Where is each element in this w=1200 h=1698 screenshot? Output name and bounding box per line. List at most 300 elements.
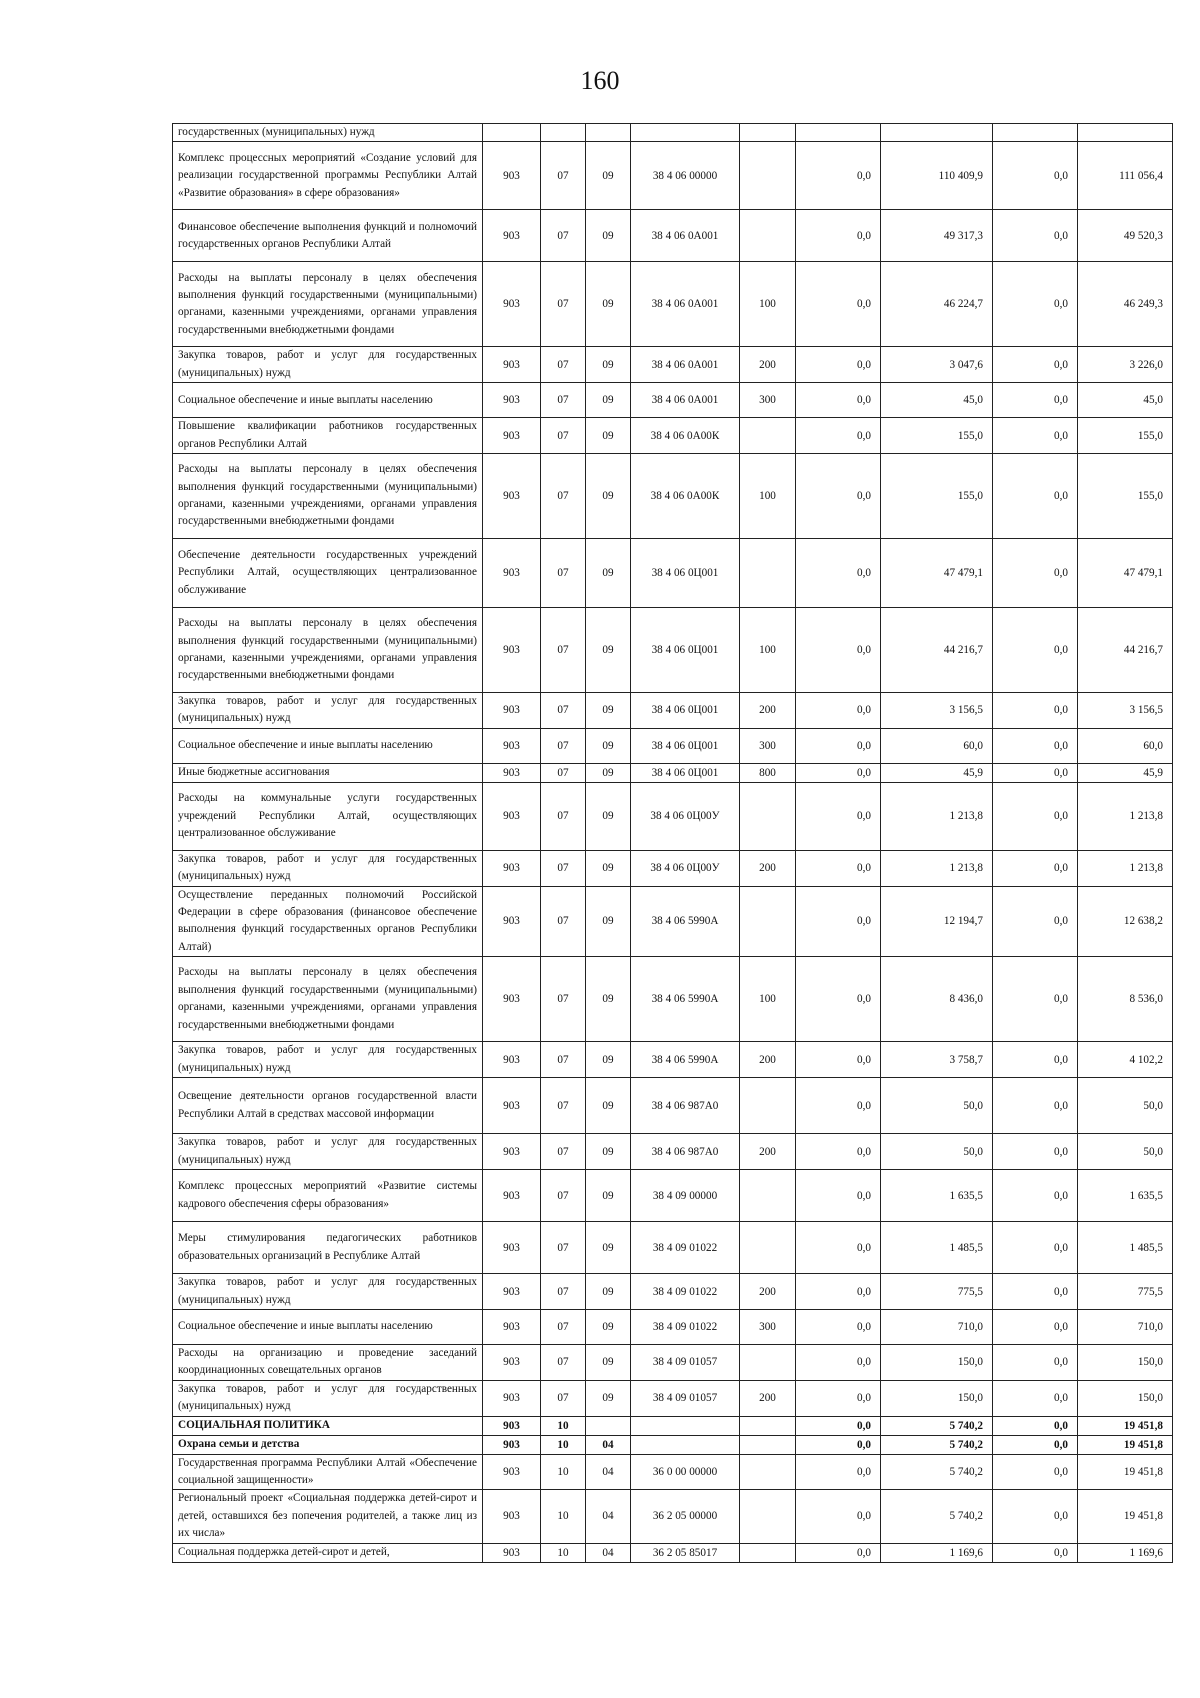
table-row bbox=[173, 142, 1173, 210]
cell-amount-2: 710,0 bbox=[881, 1309, 993, 1344]
cell-amount-3 bbox=[993, 124, 1078, 142]
cell-amount-1: 0,0 bbox=[796, 728, 881, 763]
cell-target-article: 38 4 09 01057 bbox=[631, 1344, 740, 1380]
cell-amount-1: 0,0 bbox=[796, 763, 881, 782]
cell-gov-code: 903 bbox=[483, 608, 541, 693]
cell-name: Обеспечение деятельности государственных учреждений Республики Алтай, осуществляющих централизованное обслуживание bbox=[173, 539, 483, 608]
table-row bbox=[173, 728, 1173, 763]
cell-gov-code: 903 bbox=[483, 454, 541, 539]
cell-amount-2: 8 436,0 bbox=[881, 957, 993, 1042]
table-row bbox=[173, 1078, 1173, 1134]
cell-subsection: 09 bbox=[586, 539, 631, 608]
table-row bbox=[173, 1543, 1173, 1562]
cell-amount-2: 1 635,5 bbox=[881, 1170, 993, 1222]
table-row bbox=[173, 1170, 1173, 1222]
cell-target-article: 38 4 09 01057 bbox=[631, 1380, 740, 1416]
table-row bbox=[173, 886, 1173, 957]
cell-amount-3: 0,0 bbox=[993, 454, 1078, 539]
cell-target-article: 38 4 06 0А001 bbox=[631, 383, 740, 418]
table-row bbox=[173, 124, 1173, 142]
cell-amount-1: 0,0 bbox=[796, 539, 881, 608]
table-row bbox=[173, 539, 1173, 608]
cell-gov-code: 903 bbox=[483, 1309, 541, 1344]
cell-amount-2: 1 213,8 bbox=[881, 850, 993, 886]
cell-amount-1: 0,0 bbox=[796, 210, 881, 262]
cell-name: Закупка товаров, работ и услуг для государственных (муниципальных) нужд bbox=[173, 1042, 483, 1078]
cell-amount-2: 3 156,5 bbox=[881, 693, 993, 729]
cell-amount-3: 0,0 bbox=[993, 1454, 1078, 1490]
cell-expense-type: 200 bbox=[740, 1134, 796, 1170]
cell-section: 07 bbox=[541, 383, 586, 418]
cell-expense-type bbox=[740, 1170, 796, 1222]
cell-section bbox=[541, 124, 586, 142]
cell-gov-code: 903 bbox=[483, 539, 541, 608]
cell-amount-3: 0,0 bbox=[993, 1134, 1078, 1170]
cell-amount-1: 0,0 bbox=[796, 347, 881, 383]
cell-amount-3: 0,0 bbox=[993, 1380, 1078, 1416]
cell-amount-2: 45,9 bbox=[881, 763, 993, 782]
cell-amount-3: 0,0 bbox=[993, 383, 1078, 418]
cell-amount-1: 0,0 bbox=[796, 1543, 881, 1562]
cell-amount-2: 775,5 bbox=[881, 1274, 993, 1310]
cell-amount-4: 1 213,8 bbox=[1078, 782, 1173, 850]
cell-gov-code: 903 bbox=[483, 383, 541, 418]
cell-section: 07 bbox=[541, 886, 586, 957]
cell-expense-type bbox=[740, 1078, 796, 1134]
cell-gov-code: 903 bbox=[483, 1274, 541, 1310]
cell-amount-4: 47 479,1 bbox=[1078, 539, 1173, 608]
cell-amount-2: 50,0 bbox=[881, 1134, 993, 1170]
cell-amount-4: 155,0 bbox=[1078, 454, 1173, 539]
cell-gov-code: 903 bbox=[483, 886, 541, 957]
cell-amount-4: 50,0 bbox=[1078, 1078, 1173, 1134]
cell-gov-code: 903 bbox=[483, 142, 541, 210]
cell-gov-code: 903 bbox=[483, 262, 541, 347]
cell-section: 07 bbox=[541, 1222, 586, 1274]
cell-gov-code: 903 bbox=[483, 957, 541, 1042]
cell-subsection bbox=[586, 124, 631, 142]
cell-name: Закупка товаров, работ и услуг для государственных (муниципальных) нужд bbox=[173, 1380, 483, 1416]
cell-amount-1: 0,0 bbox=[796, 142, 881, 210]
cell-amount-4: 3 156,5 bbox=[1078, 693, 1173, 729]
cell-expense-type: 800 bbox=[740, 763, 796, 782]
cell-name: Меры стимулирования педагогических работников образовательных организаций в Республике Алтай bbox=[173, 1222, 483, 1274]
cell-amount-4: 8 536,0 bbox=[1078, 957, 1173, 1042]
cell-amount-1: 0,0 bbox=[796, 782, 881, 850]
cell-amount-3: 0,0 bbox=[993, 1490, 1078, 1543]
cell-amount-1: 0,0 bbox=[796, 1078, 881, 1134]
cell-section: 07 bbox=[541, 1344, 586, 1380]
cell-subsection: 09 bbox=[586, 886, 631, 957]
cell-gov-code: 903 bbox=[483, 1380, 541, 1416]
cell-gov-code: 903 bbox=[483, 347, 541, 383]
table-row bbox=[173, 782, 1173, 850]
cell-amount-1: 0,0 bbox=[796, 1380, 881, 1416]
cell-amount-2: 47 479,1 bbox=[881, 539, 993, 608]
cell-expense-type: 300 bbox=[740, 728, 796, 763]
cell-amount-1: 0,0 bbox=[796, 693, 881, 729]
cell-amount-4: 3 226,0 bbox=[1078, 347, 1173, 383]
cell-amount-2: 1 485,5 bbox=[881, 1222, 993, 1274]
cell-expense-type: 300 bbox=[740, 383, 796, 418]
cell-amount-1: 0,0 bbox=[796, 1416, 881, 1435]
cell-name: Закупка товаров, работ и услуг для государственных (муниципальных) нужд bbox=[173, 1134, 483, 1170]
cell-amount-3: 0,0 bbox=[993, 1042, 1078, 1078]
cell-name: Расходы на организацию и проведение заседаний координационных совещательных органов bbox=[173, 1344, 483, 1380]
cell-amount-3: 0,0 bbox=[993, 1543, 1078, 1562]
cell-amount-4: 50,0 bbox=[1078, 1134, 1173, 1170]
cell-amount-3: 0,0 bbox=[993, 418, 1078, 454]
cell-section: 07 bbox=[541, 210, 586, 262]
cell-gov-code: 903 bbox=[483, 1543, 541, 1562]
cell-expense-type bbox=[740, 1490, 796, 1543]
cell-amount-1: 0,0 bbox=[796, 957, 881, 1042]
cell-gov-code: 903 bbox=[483, 728, 541, 763]
cell-expense-type bbox=[740, 886, 796, 957]
cell-gov-code: 903 bbox=[483, 1435, 541, 1454]
cell-subsection: 09 bbox=[586, 1380, 631, 1416]
cell-gov-code: 903 bbox=[483, 1134, 541, 1170]
cell-expense-type bbox=[740, 1454, 796, 1490]
cell-subsection: 09 bbox=[586, 608, 631, 693]
cell-name: Расходы на выплаты персоналу в целях обеспечения выполнения функций государственными (муниципальными) органами, казенными учреждениями, органами управления государственными внебюджетными фондами bbox=[173, 608, 483, 693]
cell-amount-4: 150,0 bbox=[1078, 1380, 1173, 1416]
cell-amount-1: 0,0 bbox=[796, 262, 881, 347]
cell-subsection bbox=[586, 1416, 631, 1435]
cell-subsection: 09 bbox=[586, 1078, 631, 1134]
table-row bbox=[173, 1042, 1173, 1078]
cell-expense-type: 300 bbox=[740, 1309, 796, 1344]
cell-section: 07 bbox=[541, 1274, 586, 1310]
cell-name: Освещение деятельности органов государственной власти Республики Алтай в средствах массовой информации bbox=[173, 1078, 483, 1134]
cell-name: Расходы на выплаты персоналу в целях обеспечения выполнения функций государственными (муниципальными) органами, казенными учреждениями, органами управления государственными внебюджетными фондами bbox=[173, 957, 483, 1042]
cell-amount-3: 0,0 bbox=[993, 210, 1078, 262]
cell-name: Комплекс процессных мероприятий «Развитие системы кадрового обеспечения сферы образования» bbox=[173, 1170, 483, 1222]
cell-subsection: 09 bbox=[586, 454, 631, 539]
cell-name: Государственная программа Республики Алтай «Обеспечение социальной защищенности» bbox=[173, 1454, 483, 1490]
cell-target-article: 38 4 06 0Ц001 bbox=[631, 763, 740, 782]
cell-subsection: 09 bbox=[586, 1170, 631, 1222]
cell-expense-type bbox=[740, 1543, 796, 1562]
cell-amount-3: 0,0 bbox=[993, 1274, 1078, 1310]
cell-target-article: 38 4 06 987А0 bbox=[631, 1134, 740, 1170]
cell-amount-3: 0,0 bbox=[993, 1078, 1078, 1134]
table-row bbox=[173, 454, 1173, 539]
cell-expense-type: 100 bbox=[740, 454, 796, 539]
cell-name: Иные бюджетные ассигнования bbox=[173, 763, 483, 782]
cell-amount-2: 46 224,7 bbox=[881, 262, 993, 347]
cell-amount-2 bbox=[881, 124, 993, 142]
cell-amount-1: 0,0 bbox=[796, 454, 881, 539]
cell-amount-2: 50,0 bbox=[881, 1078, 993, 1134]
cell-amount-2: 60,0 bbox=[881, 728, 993, 763]
cell-section: 07 bbox=[541, 1078, 586, 1134]
cell-section: 07 bbox=[541, 608, 586, 693]
cell-amount-4: 44 216,7 bbox=[1078, 608, 1173, 693]
cell-amount-3: 0,0 bbox=[993, 1435, 1078, 1454]
cell-target-article: 38 4 06 00000 bbox=[631, 142, 740, 210]
cell-amount-1: 0,0 bbox=[796, 1170, 881, 1222]
cell-gov-code: 903 bbox=[483, 1078, 541, 1134]
cell-name: Социальное обеспечение и иные выплаты населению bbox=[173, 728, 483, 763]
cell-gov-code: 903 bbox=[483, 1042, 541, 1078]
cell-gov-code: 903 bbox=[483, 418, 541, 454]
cell-target-article bbox=[631, 1435, 740, 1454]
cell-name: Закупка товаров, работ и услуг для государственных (муниципальных) нужд bbox=[173, 850, 483, 886]
cell-subsection: 09 bbox=[586, 1309, 631, 1344]
cell-target-article: 36 2 05 85017 bbox=[631, 1543, 740, 1562]
cell-name: Осуществление переданных полномочий Российской Федерации в сфере образования (финансовое обеспечение выполнения функций государственных органов Республики Алтай) bbox=[173, 886, 483, 957]
cell-expense-type bbox=[740, 1344, 796, 1380]
cell-amount-3: 0,0 bbox=[993, 728, 1078, 763]
cell-amount-3: 0,0 bbox=[993, 763, 1078, 782]
cell-name: Региональный проект «Социальная поддержка детей-сирот и детей, оставшихся без попечения родителей, а также лиц из их числа» bbox=[173, 1490, 483, 1543]
cell-subsection: 04 bbox=[586, 1435, 631, 1454]
cell-subsection: 09 bbox=[586, 693, 631, 729]
cell-section: 07 bbox=[541, 347, 586, 383]
cell-gov-code: 903 bbox=[483, 850, 541, 886]
cell-amount-4: 19 451,8 bbox=[1078, 1454, 1173, 1490]
cell-amount-1: 0,0 bbox=[796, 1042, 881, 1078]
cell-name: Повышение квалификации работников государственных органов Республики Алтай bbox=[173, 418, 483, 454]
cell-subsection: 09 bbox=[586, 210, 631, 262]
cell-amount-1: 0,0 bbox=[796, 383, 881, 418]
cell-section: 07 bbox=[541, 763, 586, 782]
cell-target-article: 38 4 06 0Ц001 bbox=[631, 728, 740, 763]
cell-amount-4: 45,0 bbox=[1078, 383, 1173, 418]
cell-subsection: 09 bbox=[586, 763, 631, 782]
cell-section: 07 bbox=[541, 262, 586, 347]
cell-name: Комплекс процессных мероприятий «Создание условий для реализации государственной программы Республики Алтай «Развитие образования» в сфере образования» bbox=[173, 142, 483, 210]
cell-expense-type bbox=[740, 142, 796, 210]
cell-target-article bbox=[631, 1416, 740, 1435]
table-row bbox=[173, 262, 1173, 347]
cell-section: 07 bbox=[541, 1170, 586, 1222]
cell-section: 07 bbox=[541, 957, 586, 1042]
cell-subsection: 09 bbox=[586, 1344, 631, 1380]
cell-subsection: 09 bbox=[586, 1222, 631, 1274]
cell-target-article: 38 4 06 0Ц001 bbox=[631, 693, 740, 729]
cell-amount-4: 19 451,8 bbox=[1078, 1435, 1173, 1454]
cell-amount-2: 44 216,7 bbox=[881, 608, 993, 693]
cell-expense-type: 200 bbox=[740, 1042, 796, 1078]
cell-expense-type: 200 bbox=[740, 1274, 796, 1310]
cell-section: 07 bbox=[541, 728, 586, 763]
cell-name: Социальное обеспечение и иные выплаты населению bbox=[173, 383, 483, 418]
cell-target-article: 38 4 06 5990А bbox=[631, 957, 740, 1042]
cell-amount-4: 46 249,3 bbox=[1078, 262, 1173, 347]
cell-amount-3: 0,0 bbox=[993, 886, 1078, 957]
cell-amount-1: 0,0 bbox=[796, 1344, 881, 1380]
cell-amount-3: 0,0 bbox=[993, 693, 1078, 729]
cell-amount-4: 60,0 bbox=[1078, 728, 1173, 763]
cell-amount-1: 0,0 bbox=[796, 886, 881, 957]
cell-amount-4: 12 638,2 bbox=[1078, 886, 1173, 957]
cell-amount-1: 0,0 bbox=[796, 1454, 881, 1490]
cell-name: Финансовое обеспечение выполнения функций и полномочий государственных органов Республики Алтай bbox=[173, 210, 483, 262]
cell-gov-code: 903 bbox=[483, 1170, 541, 1222]
cell-expense-type bbox=[740, 782, 796, 850]
cell-subsection: 09 bbox=[586, 728, 631, 763]
cell-target-article: 38 4 06 5990А bbox=[631, 886, 740, 957]
cell-amount-1: 0,0 bbox=[796, 1274, 881, 1310]
cell-amount-1: 0,0 bbox=[796, 608, 881, 693]
cell-amount-2: 3 047,6 bbox=[881, 347, 993, 383]
cell-target-article: 38 4 06 5990А bbox=[631, 1042, 740, 1078]
table-row bbox=[173, 850, 1173, 886]
cell-name: Расходы на выплаты персоналу в целях обеспечения выполнения функций государственными (муниципальными) органами, казенными учреждениями, органами управления государственными внебюджетными фондами bbox=[173, 262, 483, 347]
cell-amount-2: 3 758,7 bbox=[881, 1042, 993, 1078]
cell-subsection: 04 bbox=[586, 1454, 631, 1490]
cell-subsection: 09 bbox=[586, 1274, 631, 1310]
cell-gov-code: 903 bbox=[483, 1416, 541, 1435]
table-row bbox=[173, 210, 1173, 262]
cell-name: Закупка товаров, работ и услуг для государственных (муниципальных) нужд bbox=[173, 1274, 483, 1310]
cell-amount-4: 4 102,2 bbox=[1078, 1042, 1173, 1078]
cell-section: 07 bbox=[541, 1134, 586, 1170]
cell-amount-1: 0,0 bbox=[796, 418, 881, 454]
cell-amount-2: 150,0 bbox=[881, 1380, 993, 1416]
cell-amount-3: 0,0 bbox=[993, 1344, 1078, 1380]
cell-subsection: 04 bbox=[586, 1490, 631, 1543]
cell-amount-4: 1 169,6 bbox=[1078, 1543, 1173, 1562]
cell-amount-2: 12 194,7 bbox=[881, 886, 993, 957]
cell-target-article: 36 0 00 00000 bbox=[631, 1454, 740, 1490]
cell-amount-3: 0,0 bbox=[993, 539, 1078, 608]
cell-amount-4: 1 213,8 bbox=[1078, 850, 1173, 886]
table-row bbox=[173, 347, 1173, 383]
cell-section: 10 bbox=[541, 1435, 586, 1454]
cell-name: Охрана семьи и детства bbox=[173, 1435, 483, 1454]
cell-name: Закупка товаров, работ и услуг для государственных (муниципальных) нужд bbox=[173, 347, 483, 383]
cell-amount-4: 150,0 bbox=[1078, 1344, 1173, 1380]
budget-table bbox=[172, 123, 1173, 1563]
cell-amount-2: 5 740,2 bbox=[881, 1416, 993, 1435]
cell-amount-3: 0,0 bbox=[993, 1170, 1078, 1222]
cell-name: Закупка товаров, работ и услуг для государственных (муниципальных) нужд bbox=[173, 693, 483, 729]
cell-section: 10 bbox=[541, 1543, 586, 1562]
cell-expense-type: 200 bbox=[740, 850, 796, 886]
table-row bbox=[173, 383, 1173, 418]
cell-subsection: 09 bbox=[586, 850, 631, 886]
cell-expense-type bbox=[740, 418, 796, 454]
cell-section: 07 bbox=[541, 782, 586, 850]
table-row bbox=[173, 693, 1173, 729]
cell-subsection: 09 bbox=[586, 1134, 631, 1170]
cell-name: Социальное обеспечение и иные выплаты населению bbox=[173, 1309, 483, 1344]
cell-section: 07 bbox=[541, 1042, 586, 1078]
cell-target-article: 38 4 09 01022 bbox=[631, 1274, 740, 1310]
cell-gov-code bbox=[483, 124, 541, 142]
cell-amount-3: 0,0 bbox=[993, 850, 1078, 886]
cell-amount-4: 49 520,3 bbox=[1078, 210, 1173, 262]
cell-gov-code: 903 bbox=[483, 1222, 541, 1274]
cell-amount-1: 0,0 bbox=[796, 1309, 881, 1344]
cell-amount-4: 775,5 bbox=[1078, 1274, 1173, 1310]
table-body bbox=[173, 124, 1173, 1563]
cell-target-article: 38 4 09 01022 bbox=[631, 1309, 740, 1344]
cell-subsection: 09 bbox=[586, 383, 631, 418]
cell-amount-1: 0,0 bbox=[796, 1490, 881, 1543]
table-row bbox=[173, 1134, 1173, 1170]
cell-amount-4: 45,9 bbox=[1078, 763, 1173, 782]
cell-section: 07 bbox=[541, 539, 586, 608]
cell-target-article: 38 4 06 0А001 bbox=[631, 210, 740, 262]
cell-gov-code: 903 bbox=[483, 782, 541, 850]
table-row bbox=[173, 1435, 1173, 1454]
cell-expense-type bbox=[740, 124, 796, 142]
cell-amount-3: 0,0 bbox=[993, 782, 1078, 850]
cell-section: 07 bbox=[541, 693, 586, 729]
cell-amount-3: 0,0 bbox=[993, 142, 1078, 210]
cell-amount-2: 5 740,2 bbox=[881, 1454, 993, 1490]
cell-expense-type bbox=[740, 539, 796, 608]
cell-target-article: 36 2 05 00000 bbox=[631, 1490, 740, 1543]
cell-section: 07 bbox=[541, 1309, 586, 1344]
cell-amount-3: 0,0 bbox=[993, 1309, 1078, 1344]
cell-subsection: 04 bbox=[586, 1543, 631, 1562]
table-row bbox=[173, 1222, 1173, 1274]
cell-amount-3: 0,0 bbox=[993, 1222, 1078, 1274]
cell-subsection: 09 bbox=[586, 262, 631, 347]
table-row bbox=[173, 1454, 1173, 1490]
cell-target-article: 38 4 09 00000 bbox=[631, 1170, 740, 1222]
cell-subsection: 09 bbox=[586, 1042, 631, 1078]
cell-amount-1: 0,0 bbox=[796, 1435, 881, 1454]
cell-amount-2: 110 409,9 bbox=[881, 142, 993, 210]
cell-gov-code: 903 bbox=[483, 763, 541, 782]
cell-name: СОЦИАЛЬНАЯ ПОЛИТИКА bbox=[173, 1416, 483, 1435]
cell-amount-2: 45,0 bbox=[881, 383, 993, 418]
cell-amount-1: 0,0 bbox=[796, 850, 881, 886]
cell-expense-type: 200 bbox=[740, 1380, 796, 1416]
cell-amount-2: 155,0 bbox=[881, 418, 993, 454]
cell-name: Расходы на коммунальные услуги государственных учреждений Республики Алтай, осуществляющих централизованное обслуживание bbox=[173, 782, 483, 850]
cell-gov-code: 903 bbox=[483, 1344, 541, 1380]
cell-target-article: 38 4 06 0Ц001 bbox=[631, 539, 740, 608]
cell-section: 10 bbox=[541, 1490, 586, 1543]
cell-subsection: 09 bbox=[586, 957, 631, 1042]
cell-amount-4: 1 485,5 bbox=[1078, 1222, 1173, 1274]
cell-section: 07 bbox=[541, 418, 586, 454]
table-row bbox=[173, 1344, 1173, 1380]
cell-amount-4: 111 056,4 bbox=[1078, 142, 1173, 210]
cell-expense-type bbox=[740, 1222, 796, 1274]
cell-amount-2: 5 740,2 bbox=[881, 1435, 993, 1454]
cell-amount-3: 0,0 bbox=[993, 1416, 1078, 1435]
cell-name: Расходы на выплаты персоналу в целях обеспечения выполнения функций государственными (муниципальными) органами, казенными учреждениями, органами управления государственными внебюджетными фондами bbox=[173, 454, 483, 539]
cell-target-article bbox=[631, 124, 740, 142]
page-number: 160 bbox=[580, 66, 620, 95]
cell-subsection: 09 bbox=[586, 418, 631, 454]
cell-amount-1: 0,0 bbox=[796, 1134, 881, 1170]
cell-expense-type bbox=[740, 210, 796, 262]
table-row bbox=[173, 1380, 1173, 1416]
table-row bbox=[173, 1416, 1173, 1435]
cell-amount-3: 0,0 bbox=[993, 262, 1078, 347]
cell-target-article: 38 4 06 987А0 bbox=[631, 1078, 740, 1134]
table-row bbox=[173, 418, 1173, 454]
cell-subsection: 09 bbox=[586, 142, 631, 210]
cell-amount-1 bbox=[796, 124, 881, 142]
cell-target-article: 38 4 06 0Ц00У bbox=[631, 850, 740, 886]
cell-amount-3: 0,0 bbox=[993, 347, 1078, 383]
cell-target-article: 38 4 06 0А001 bbox=[631, 262, 740, 347]
cell-expense-type bbox=[740, 1416, 796, 1435]
cell-amount-4 bbox=[1078, 124, 1173, 142]
cell-amount-3: 0,0 bbox=[993, 957, 1078, 1042]
table-row bbox=[173, 957, 1173, 1042]
